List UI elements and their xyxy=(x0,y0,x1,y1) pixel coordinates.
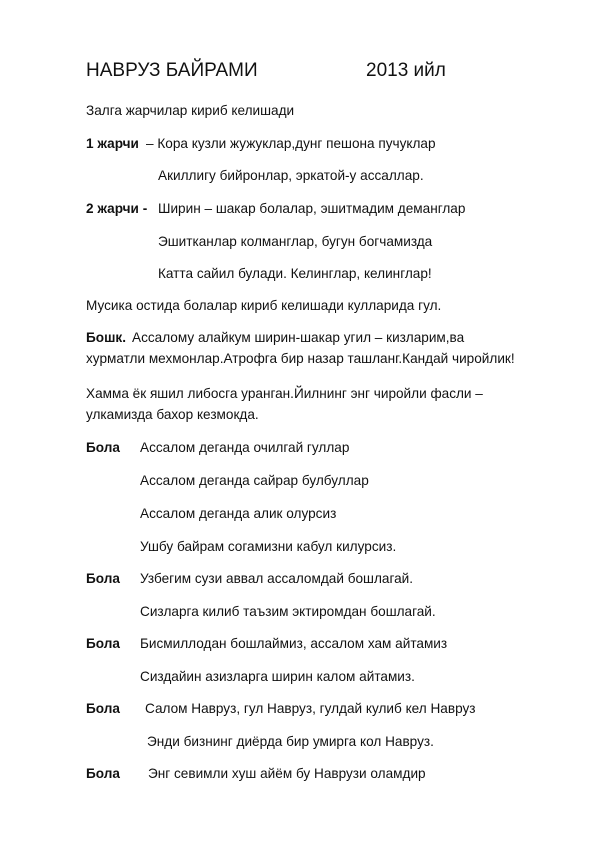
child4-line1: Салом Навруз, гул Навруз, гулдай кулиб кел Навруз xyxy=(145,701,476,716)
child4-line2: Энди бизнинг диёрда бир умирга кол Навруз. xyxy=(147,734,434,749)
child4-speaker: Бола xyxy=(86,701,120,716)
music-line: Мусика остида болалар кириб келишади кулларида гул. xyxy=(86,298,442,313)
host-line1: Ассалому алайкум ширин-шакар угил – кизларим,ва xyxy=(132,330,465,345)
herald2-speaker: 2 жарчи - xyxy=(86,201,148,216)
host-line2: хурматли мехмонлар.Атрофга бир назар ташланг.Кандай чиройлик! xyxy=(86,351,515,366)
child1-line2: Ассалом деганда сайрар булбуллар xyxy=(140,473,369,488)
child1-line1: Ассалом деганда очилгай гуллар xyxy=(140,440,350,455)
child1-speaker: Бола xyxy=(86,440,120,455)
host-speaker: Бошк. xyxy=(86,330,126,345)
child3-speaker: Бола xyxy=(86,636,120,651)
child1-line3: Ассалом деганда алик олурсиз xyxy=(140,506,337,521)
child1-line4: Ушбу байрам согамизни кабул килурсиз. xyxy=(140,539,397,554)
year-label: 2013 ийл xyxy=(366,60,446,81)
child2-line1: Узбегим сузи аввал ассаломдай бошлагай. xyxy=(140,571,414,586)
herald2-line1: Ширин – шакар болалар, эшитмадим деманглар xyxy=(158,201,466,216)
page-title: НАВРУЗ БАЙРАМИ xyxy=(86,60,258,81)
herald2-line2: Эшитканлар колманглар, бугун богчамизда xyxy=(158,234,433,249)
herald2-line3: Катта сайил булади. Келинглар, келинглар! xyxy=(158,266,432,281)
child3-line2: Сиздайин азизларга ширин калом айтамиз. xyxy=(140,669,415,684)
narration-line1: Хамма ёк яшил либосга уранган.Йилнинг энг чиройли фасли – xyxy=(86,386,483,401)
child3-line1: Бисмиллодан бошлаймиз, ассалом хам айтамиз xyxy=(140,636,448,651)
herald1-speaker: 1 жарчи xyxy=(86,136,139,151)
intro-line: Залга жарчилар кириб келишади xyxy=(86,103,295,118)
herald1-line2: Акиллигу бийронлар, эркатой-у ассаллар. xyxy=(158,168,424,183)
child5-line1: Энг севимли хуш айём бу Наврузи оламдир xyxy=(148,766,426,781)
child5-speaker: Бола xyxy=(86,766,120,781)
herald1-line1: – Кора кузли жужуклар,дунг пешона пучуклар xyxy=(146,136,436,151)
child2-speaker: Бола xyxy=(86,571,120,586)
narration-line2: улкамизда бахор кезмокда. xyxy=(86,407,259,422)
child2-line2: Сизларга килиб таъзим эктиромдан бошлагай. xyxy=(140,604,436,619)
